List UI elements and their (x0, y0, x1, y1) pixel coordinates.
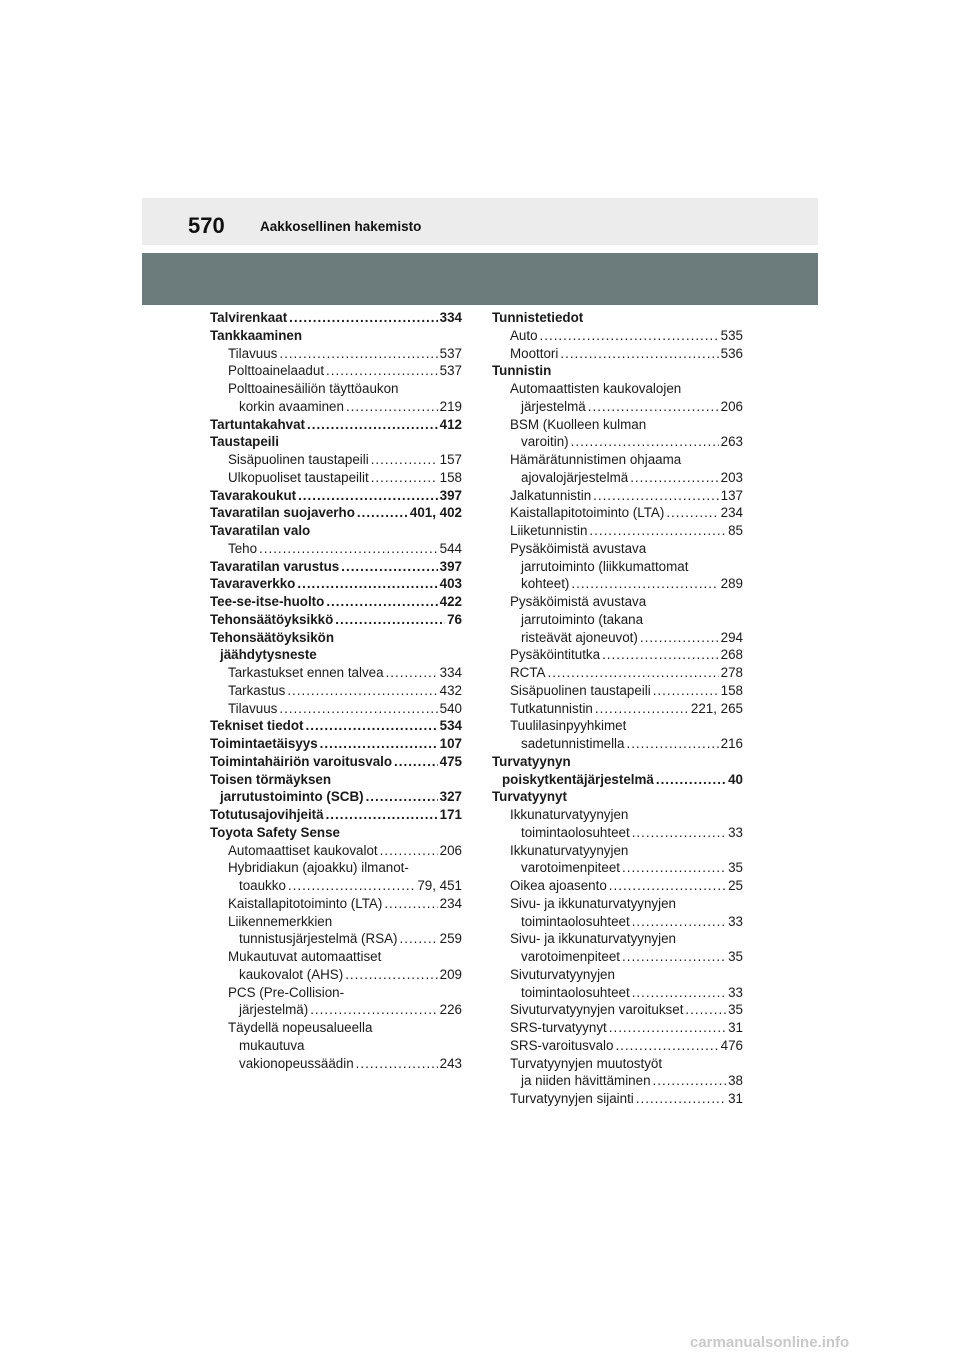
index-entry-term: Tee-se-itse-huolto (210, 594, 325, 609)
index-entry (492, 984, 743, 1002)
index-entry (492, 593, 743, 611)
dot-leader (609, 877, 726, 895)
dot-leader (279, 345, 437, 363)
index-entry (492, 416, 743, 434)
dot-leader (357, 504, 408, 522)
index-entry (210, 664, 462, 682)
index-entry-term: varotoimenpiteet (521, 949, 620, 964)
index-entry-page: 234 (439, 895, 462, 911)
index-entry-term: Sisäpuolinen taustapeili (510, 682, 651, 698)
index-entry-term: Toimintaetäisyys (210, 736, 318, 751)
dot-leader (380, 842, 438, 860)
index-entry (210, 966, 462, 984)
index-entry (210, 842, 462, 860)
index-entry-term: Turvatyynyjen muutostyöt (510, 1055, 663, 1071)
index-entry (210, 682, 462, 700)
index-entry-term: Tutkatunnistin (510, 700, 593, 716)
index-entry-term: Pysäköintitutka (510, 647, 601, 663)
index-entry-term: Turvatyynyjen sijainti (510, 1091, 634, 1106)
index-entry (210, 522, 462, 540)
index-entry (210, 380, 462, 398)
index-column-right (492, 309, 743, 1108)
index-entry (210, 913, 462, 931)
dot-leader (341, 558, 437, 576)
index-entry-page: 544 (439, 540, 462, 556)
index-entry (210, 753, 462, 771)
index-entry (492, 1090, 743, 1108)
index-entry (492, 753, 743, 771)
index-entry-page: 397 (439, 558, 462, 574)
index-entry-page: 31 (728, 1020, 743, 1035)
index-entry-page: 234 (720, 505, 743, 521)
index-entry-term: kaukovalot (AHS) (239, 966, 344, 982)
index-entry (492, 913, 743, 931)
dot-leader (320, 735, 438, 753)
dot-leader (345, 966, 437, 984)
index-entry-term: Totutusajovihjeitä (210, 807, 324, 822)
index-entry (210, 735, 462, 753)
index-entry-term: Tunnistin (492, 363, 552, 379)
dot-leader (366, 788, 438, 806)
index-entry (210, 717, 462, 735)
index-entry-term: varotoimenpiteet (521, 860, 620, 876)
dot-leader (630, 469, 718, 487)
index-entry-term: Taustapeili (210, 434, 279, 450)
index-entry-term: Toyota Safety Sense (210, 824, 340, 840)
index-entry-term: vakionopeussäädin (239, 1055, 354, 1071)
index-entry (210, 540, 462, 558)
index-entry-term: Teho (228, 540, 258, 556)
index-entry (492, 504, 743, 522)
index-entry (210, 629, 462, 647)
index-entry-page: 475 (439, 753, 462, 769)
index-entry-page: 35 (728, 1002, 743, 1018)
index-entry (492, 433, 743, 451)
index-entry-page: 432 (439, 682, 462, 698)
index-entry-page: 403 (439, 576, 462, 592)
index-entry-page: 535 (720, 327, 743, 343)
dot-leader (356, 1055, 438, 1073)
dot-leader (540, 327, 719, 345)
index-entry-term: järjestelmä) (239, 1002, 309, 1018)
index-entry-term: PCS (Pre-Collision- (228, 984, 345, 1000)
index-entry (492, 451, 743, 469)
index-entry-term: SRS-varoitusvalo (510, 1037, 614, 1053)
index-entry-page: 327 (439, 789, 462, 805)
dot-leader (287, 682, 437, 700)
index-entry-term: Polttoainesäiliön täyttöaukon (228, 381, 399, 396)
index-entry-term: mukautuva (239, 1037, 305, 1053)
index-entry-term: korkin avaaminen (239, 398, 344, 414)
index-entry (210, 824, 462, 842)
index-entry (492, 842, 743, 860)
index-entry-page: 268 (720, 647, 743, 663)
dot-leader (289, 309, 437, 327)
index-entry (492, 522, 743, 540)
index-entry-page: 278 (720, 665, 743, 680)
index-entry (492, 309, 743, 327)
index-entry-term: Tavaratilan varustus (210, 558, 340, 574)
index-entry-term: Pysäköimistä avustava (510, 594, 647, 609)
index-entry-page: 289 (720, 576, 743, 592)
index-entry (210, 451, 462, 469)
index-entry-page: 537 (439, 345, 462, 361)
index-entry-term: Tilavuus (228, 700, 278, 716)
dot-leader (547, 664, 718, 682)
index-entry-term: poiskytkentäjärjestelmä (502, 771, 654, 787)
index-column-left (210, 309, 462, 1072)
index-entry (210, 487, 462, 505)
index-entry-page: 157 (439, 452, 462, 467)
index-entry (210, 948, 462, 966)
dot-leader (335, 611, 445, 629)
dot-leader (595, 700, 689, 718)
index-entry (492, 682, 743, 700)
dot-leader (632, 913, 726, 931)
index-entry-term: jarrutoiminto (liikkumattomat (521, 558, 689, 574)
index-entry (210, 504, 462, 522)
index-entry (492, 380, 743, 398)
index-entry-term: kohteet) (521, 576, 570, 592)
index-entry-page: 79, 451 (417, 878, 462, 893)
dot-leader (326, 593, 437, 611)
index-entry (210, 416, 462, 434)
index-entry (210, 575, 462, 593)
dot-leader (653, 682, 719, 700)
index-entry-term: Sivuturvatyynyjen (510, 966, 615, 982)
index-entry-term: Tartuntakahvat (210, 416, 305, 432)
dot-leader (626, 735, 718, 753)
index-entry (210, 1037, 462, 1055)
index-entry-page: 243 (439, 1055, 462, 1071)
dot-leader (653, 1072, 727, 1090)
index-entry (492, 948, 743, 966)
index-entry-term: Tavarakoukut (210, 487, 297, 503)
index-entry (210, 309, 462, 327)
index-entry (492, 877, 743, 895)
index-entry-term: toimintaolosuhteet (521, 984, 630, 1000)
index-entry-page: 422 (439, 594, 462, 609)
index-entry (210, 362, 462, 380)
index-entry-term: Toisen törmäyksen (210, 771, 332, 787)
dot-leader (656, 771, 726, 789)
index-entry-page: 85 (728, 523, 743, 538)
index-entry (492, 895, 743, 913)
index-entry-page: 35 (728, 949, 743, 964)
watermark: carmanualsonline.info (690, 1334, 850, 1351)
index-entry-page: 294 (720, 629, 743, 645)
index-entry-page: 25 (728, 878, 743, 893)
index-entry-page: 259 (439, 931, 462, 947)
header-bar (142, 198, 818, 245)
index-entry (210, 1001, 462, 1019)
dot-leader (615, 1037, 718, 1055)
index-entry (210, 345, 462, 363)
index-entry-page: 209 (439, 966, 462, 982)
dot-leader (371, 451, 438, 469)
index-entry (210, 700, 462, 718)
index-entry (492, 629, 743, 647)
index-entry-page: 158 (720, 682, 743, 698)
index-entry-page: 401, 402 (409, 505, 462, 521)
index-entry-term: Kaistallapitotoiminto (LTA) (510, 505, 665, 521)
index-entry-term: Kaistallapitotoiminto (LTA) (228, 895, 383, 911)
index-entry (210, 398, 462, 416)
index-entry-term: Toimintahäiriön varoitusvalo (210, 753, 393, 769)
index-entry (492, 1037, 743, 1055)
index-entry-term: Tarkastus (228, 682, 286, 698)
index-entry (210, 1055, 462, 1073)
index-entry-term: Ikkunaturvatyynyjen (510, 842, 629, 858)
index-entry (210, 327, 462, 345)
index-entry-page: 219 (439, 398, 462, 414)
index-entry-page: 226 (439, 1002, 462, 1018)
index-entry-page: 107 (439, 736, 462, 751)
index-entry-term: Auto (510, 327, 538, 343)
index-entry (492, 398, 743, 416)
dot-leader (394, 753, 438, 771)
index-entry-term: Ulkopuoliset taustapeilit (228, 469, 369, 485)
index-entry (210, 611, 462, 629)
index-entry-term: Tavaratilan valo (210, 523, 311, 538)
index-entry-page: 397 (439, 487, 462, 503)
index-entry (492, 1072, 743, 1090)
index-entry-term: tunnistusjärjestelmä (RSA) (239, 931, 398, 947)
index-entry-term: järjestelmä (521, 398, 586, 414)
index-entry (492, 824, 743, 842)
index-entry-term: Moottori (510, 345, 559, 361)
dot-leader (571, 433, 719, 451)
dot-leader (279, 700, 437, 718)
index-entry-page: 221, 265 (690, 700, 743, 716)
index-entry (492, 362, 743, 380)
index-entry-term: Liiketunnistin (510, 523, 588, 538)
index-entry-term: Tehonsäätöyksikön (210, 629, 335, 645)
index-entry (492, 700, 743, 718)
index-entry-term: ja niiden hävittäminen (521, 1073, 651, 1089)
index-entry (492, 859, 743, 877)
index-entry-page: 334 (439, 665, 462, 680)
index-entry (492, 771, 743, 789)
index-entry (492, 788, 743, 806)
index-entry (492, 1019, 743, 1037)
dot-leader (602, 646, 719, 664)
index-entry-term: Hybridiakun (ajoakku) ilmanot- (228, 860, 409, 876)
dot-leader (622, 948, 726, 966)
index-entry (210, 771, 462, 789)
index-entry-term: Tehonsäätöyksikkö (210, 611, 334, 627)
index-entry-page: 536 (720, 345, 743, 361)
index-entry-term: toimintaolosuhteet (521, 824, 630, 840)
index-entry (210, 930, 462, 948)
index-entry (210, 558, 462, 576)
index-entry-page: 206 (439, 842, 462, 858)
index-entry-term: Sivu- ja ikkunaturvatyynyjen (510, 931, 676, 947)
index-entry-page: 171 (439, 807, 462, 822)
index-entry (210, 646, 462, 664)
index-entry-page: 31 (728, 1091, 743, 1106)
dot-leader (636, 1090, 726, 1108)
section-title: Aakkosellinen hakemisto (260, 219, 422, 234)
index-entry-page: 216 (720, 736, 743, 751)
index-entry-term: Sisäpuolinen taustapeili (228, 452, 369, 467)
index-entry-page: 206 (720, 398, 743, 414)
index-entry-term: toaukko (239, 878, 286, 893)
index-entry-term: Mukautuvat automaattiset (228, 949, 382, 964)
index-entry-term: Jalkatunnistin (510, 487, 592, 503)
dot-leader (346, 398, 438, 416)
index-entry (492, 469, 743, 487)
index-entry-term: jarrutustoiminto (SCB) (220, 789, 364, 805)
index-entry (210, 788, 462, 806)
dot-leader (560, 345, 718, 363)
index-entry-term: jäähdytysneste (220, 647, 317, 663)
dot-leader (306, 717, 438, 735)
index-entry-term: risteävät ajoneuvot) (521, 629, 638, 645)
index-entry (492, 327, 743, 345)
dot-leader (288, 877, 415, 895)
dot-leader (632, 984, 726, 1002)
index-entry-page: 40 (728, 771, 743, 787)
index-entry-term: BSM (Kuolleen kulman (510, 416, 647, 432)
index-entry (210, 433, 462, 451)
index-entry (492, 345, 743, 363)
dot-leader (588, 398, 719, 416)
section-band (142, 253, 818, 305)
index-entry (210, 859, 462, 877)
index-entry-term: toimintaolosuhteet (521, 913, 630, 929)
dot-leader (622, 859, 726, 877)
dot-leader (685, 1001, 726, 1019)
index-entry (492, 930, 743, 948)
index-entry (492, 806, 743, 824)
index-entry (210, 895, 462, 913)
dot-leader (666, 504, 718, 522)
index-entry-page: 137 (720, 487, 743, 503)
index-entry-page: 537 (439, 363, 462, 379)
index-entry-page: 76 (447, 611, 462, 627)
index-entry-term: Tankkaaminen (210, 327, 303, 343)
index-entry-term: Turvatyynyt (492, 789, 567, 805)
index-entry-term: Automaattisten kaukovalojen (510, 381, 682, 396)
index-entry (492, 664, 743, 682)
index-entry (210, 1019, 462, 1037)
index-entry-page: 476 (720, 1037, 743, 1053)
dot-leader (609, 1019, 726, 1037)
index-entry-page: 38 (728, 1073, 743, 1089)
index-entry-term: sadetunnistimella (521, 736, 625, 751)
index-entry (492, 575, 743, 593)
index-entry-term: Sivuturvatyynyjen varoitukset (510, 1002, 684, 1018)
index-entry-term: Tavaratilan suojaverho (210, 505, 355, 521)
index-entry (210, 593, 462, 611)
index-entry-term: Tuulilasinpyyhkimet (510, 718, 627, 734)
index-entry (210, 877, 462, 895)
index-entry-term: Tavaraverkko (210, 576, 296, 592)
index-entry-term: Polttoainelaadut (228, 363, 325, 379)
index-entry-page: 412 (439, 416, 462, 432)
index-entry (492, 646, 743, 664)
index-entry-term: Tunnistetiedot (492, 310, 584, 325)
index-entry-term: Sivu- ja ikkunaturvatyynyjen (510, 895, 676, 911)
dot-leader (384, 895, 437, 913)
index-entry (492, 540, 743, 558)
index-entry-term: Hämärätunnistimen ohjaama (510, 452, 682, 467)
index-entry-term: Oikea ajoasento (510, 878, 607, 893)
index-entry-term: Pysäköimistä avustava (510, 540, 647, 556)
dot-leader (632, 824, 726, 842)
index-entry (492, 966, 743, 984)
dot-leader (259, 540, 438, 558)
index-entry-term: Turvatyynyn (492, 753, 571, 769)
dot-leader (386, 664, 438, 682)
index-entry-page: 158 (439, 469, 462, 485)
index-entry (492, 735, 743, 753)
dot-leader (307, 416, 438, 434)
dot-leader (326, 806, 438, 824)
index-entry-page: 33 (728, 984, 743, 1000)
page-number: 570 (188, 213, 225, 238)
dot-leader (310, 1001, 437, 1019)
dot-leader (589, 522, 726, 540)
index-entry-page: 203 (720, 469, 743, 485)
index-entry (210, 806, 462, 824)
index-entry-term: Talvirenkaat (210, 310, 288, 325)
dot-leader (400, 930, 438, 948)
index-entry-page: 263 (720, 434, 743, 450)
index-entry-term: Tekniset tiedot (210, 718, 304, 734)
index-entry-term: jarrutoiminto (takana (521, 611, 644, 627)
index-entry-term: SRS-turvatyynyt (510, 1020, 607, 1035)
index-entry-term: Liikennemerkkien (228, 913, 333, 929)
index-entry-term: varoitin) (521, 434, 569, 450)
dot-leader (571, 575, 718, 593)
index-entry-page: 35 (728, 860, 743, 876)
index-entry-term: ajovalojärjestelmä (521, 469, 629, 485)
index-entry-term: Täydellä nopeusalueella (228, 1020, 373, 1035)
index-entry-page: 540 (439, 700, 462, 716)
index-entry (492, 487, 743, 505)
index-entry-term: Tarkastukset ennen talvea (228, 665, 384, 680)
dot-leader (326, 362, 438, 380)
dot-leader (371, 469, 438, 487)
index-entry (210, 469, 462, 487)
dot-leader (593, 487, 719, 505)
index-entry-page: 33 (728, 913, 743, 929)
index-entry (492, 558, 743, 576)
index-entry (492, 1055, 743, 1073)
index-entry-page: 334 (439, 310, 462, 325)
index-entry (210, 984, 462, 1002)
index-entry-term: Ikkunaturvatyynyjen (510, 807, 629, 822)
dot-leader (298, 487, 438, 505)
index-entry-page: 534 (439, 718, 462, 734)
index-entry-term: RCTA (510, 665, 546, 680)
index-entry-term: Automaattiset kaukovalot (228, 842, 378, 858)
dot-leader (297, 575, 437, 593)
index-entry (492, 1001, 743, 1019)
index-entry-term: Tilavuus (228, 345, 278, 361)
index-entry (492, 611, 743, 629)
index-entry (492, 717, 743, 735)
index-entry-page: 33 (728, 824, 743, 840)
dot-leader (640, 629, 719, 647)
